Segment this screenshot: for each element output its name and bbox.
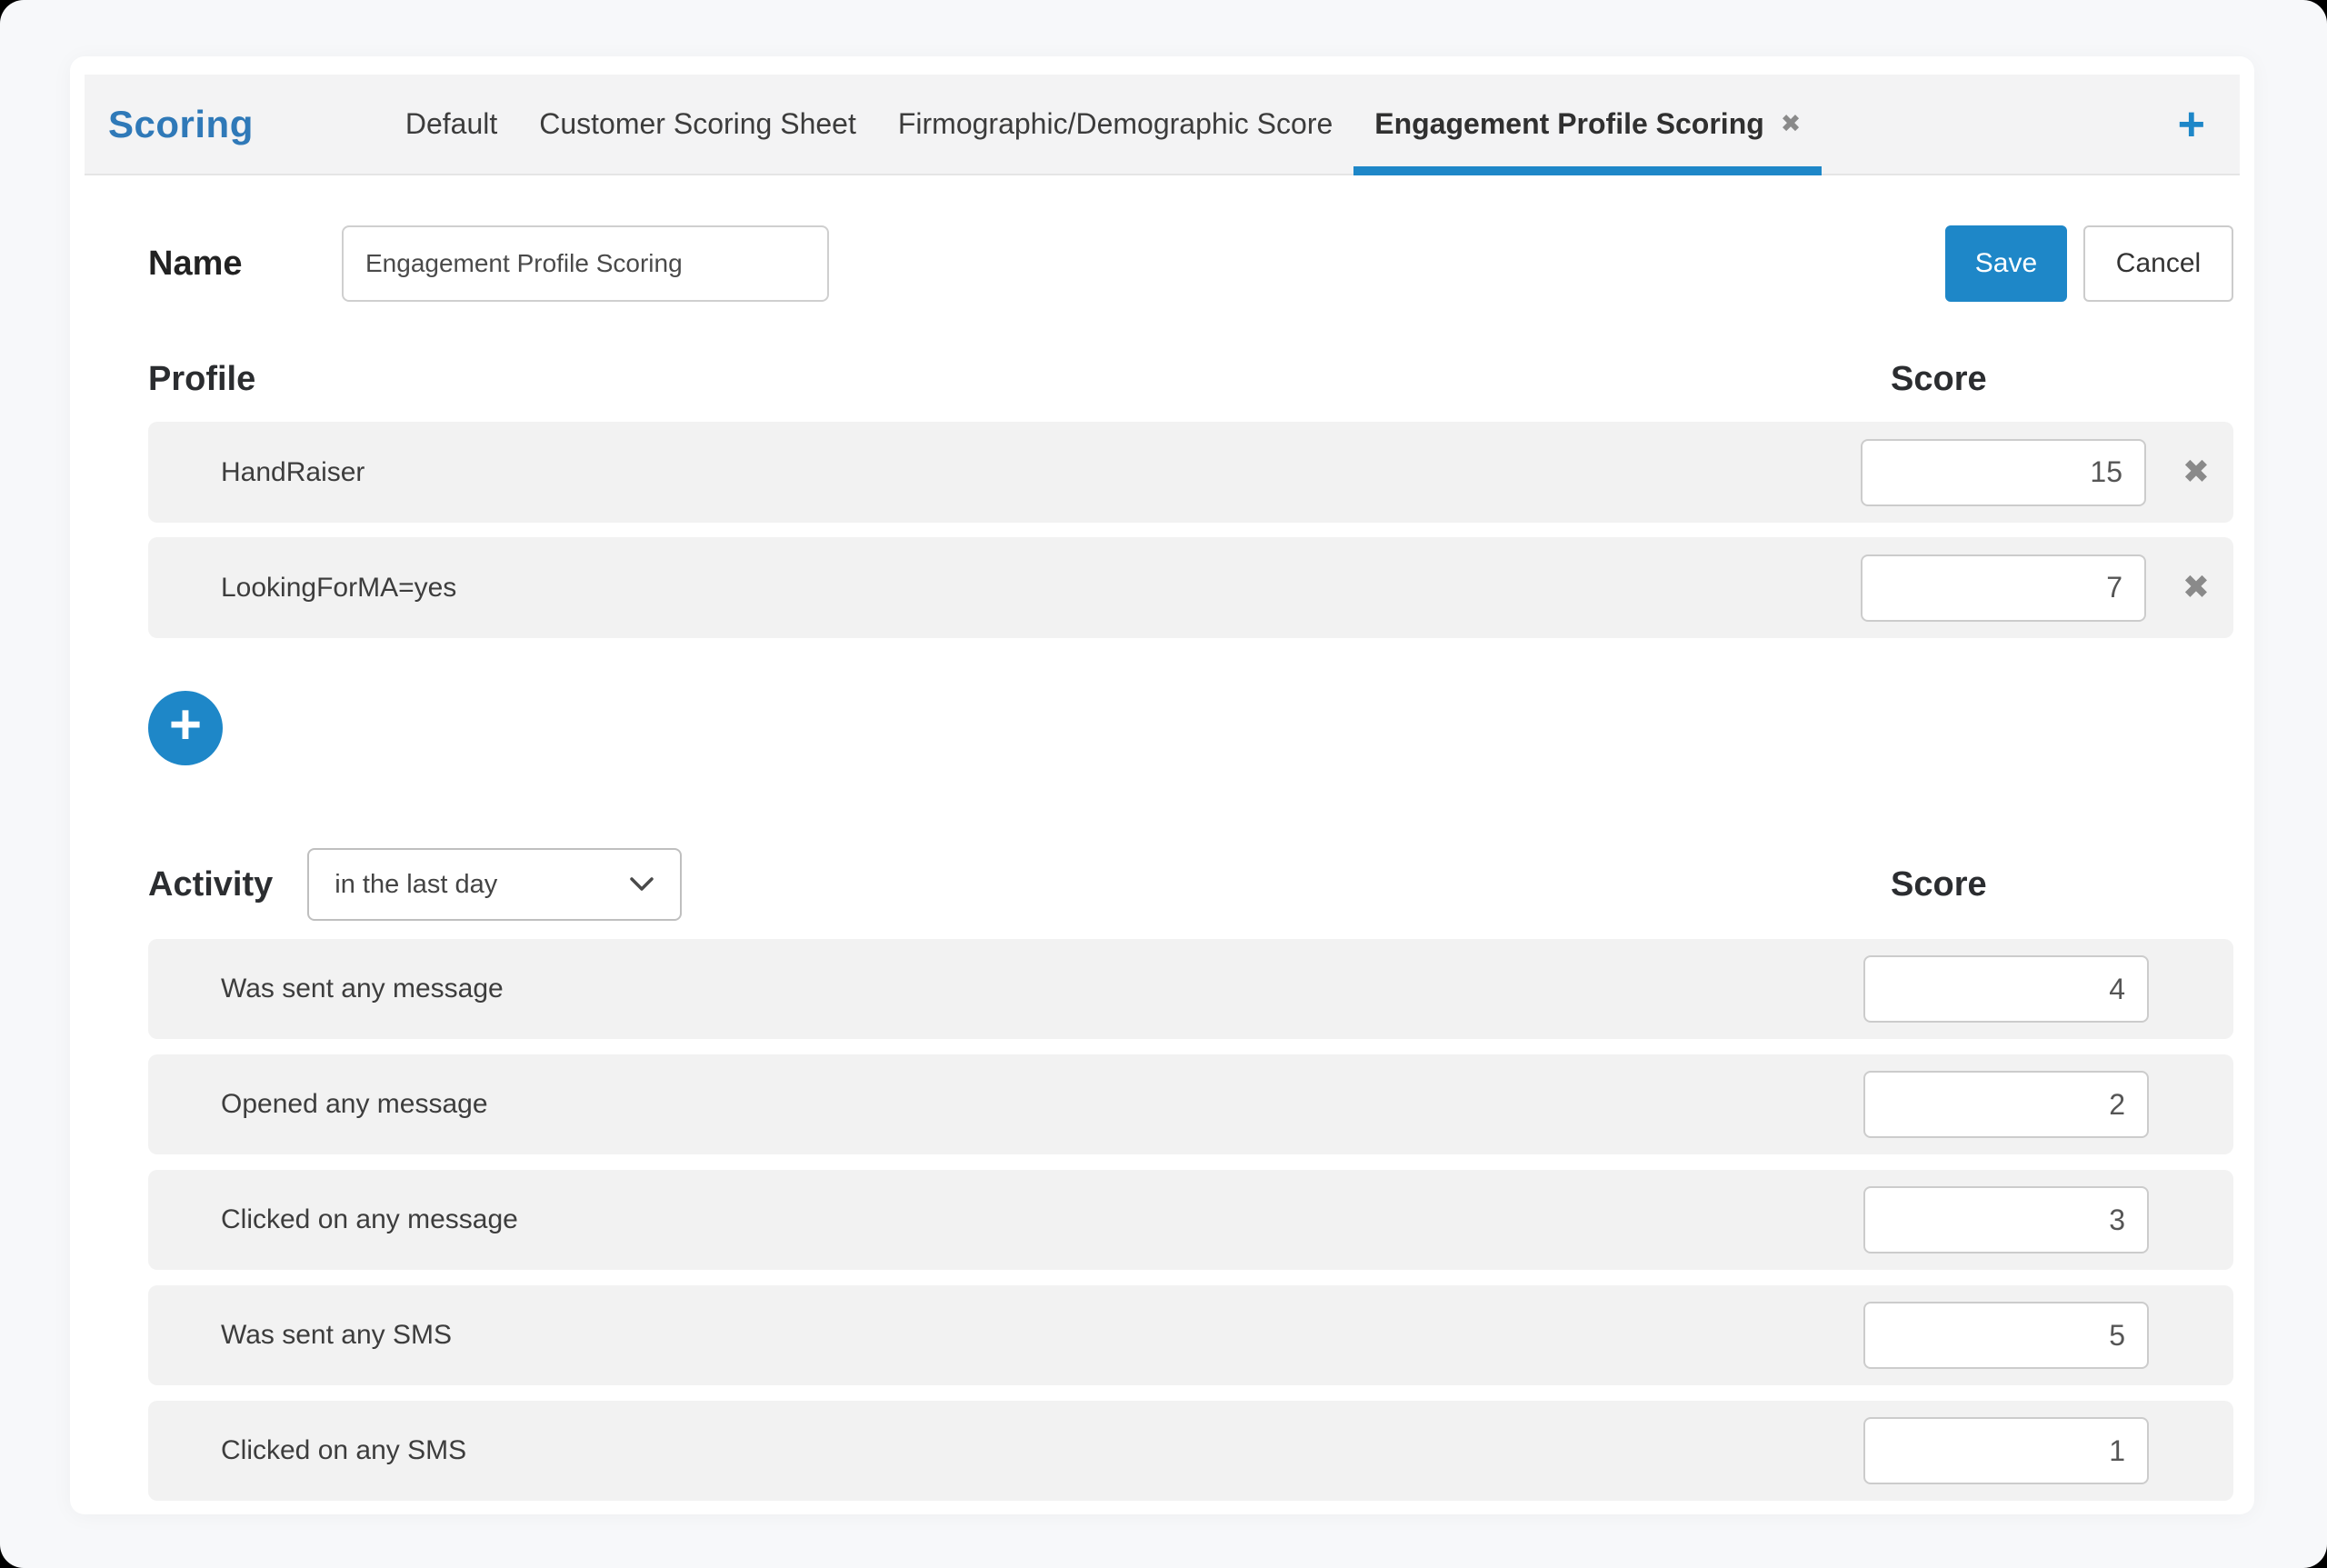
tab-firmographic-demographic-score[interactable] (877, 75, 1353, 174)
activity-heading: Activity (148, 864, 274, 904)
activity-row-label: Clicked on any SMS (221, 1435, 467, 1465)
profile-heading: Profile (148, 359, 256, 398)
form-actions (1945, 225, 2233, 302)
activity-section-header (148, 848, 2233, 921)
activity-score-input[interactable] (1863, 1302, 2149, 1369)
profile-section-header (148, 354, 2233, 404)
activity-row (148, 1401, 2233, 1501)
name-input[interactable] (342, 225, 829, 302)
save-button[interactable]: Save (1945, 225, 2067, 302)
remove-row-icon[interactable]: ✖ (2182, 568, 2210, 606)
name-label: Name (148, 244, 243, 283)
activity-row-label: Opened any message (221, 1089, 488, 1119)
profile-rows (148, 422, 2233, 638)
tab-label: Engagement Profile Scoring (1374, 107, 1764, 140)
activity-score-heading: Score (1891, 864, 1987, 904)
activity-row-label: Clicked on any message (221, 1204, 518, 1234)
chevron-down-icon (629, 876, 654, 893)
profile-score-heading: Score (1891, 359, 1987, 398)
timeframe-value: in the last day (335, 869, 498, 899)
cancel-button[interactable]: Cancel (2083, 225, 2233, 302)
profile-row (148, 422, 2233, 523)
profile-score-input[interactable] (1861, 439, 2146, 506)
tab-default[interactable] (385, 75, 518, 174)
tab-customer-scoring-sheet[interactable] (518, 75, 877, 174)
add-profile-button[interactable]: + (148, 691, 223, 765)
activity-row-label: Was sent any message (221, 974, 504, 1004)
timeframe-select[interactable] (307, 848, 682, 921)
activity-row (148, 1285, 2233, 1385)
activity-score-input[interactable] (1863, 1071, 2149, 1138)
add-profile-row (148, 691, 2233, 765)
add-tab-button[interactable]: + (2177, 97, 2205, 151)
tab-engagement-profile-scoring[interactable] (1353, 75, 1822, 174)
close-tab-icon[interactable]: ✖ (1780, 110, 1802, 138)
profile-row-label: LookingForMA=yes (221, 572, 457, 603)
page-title: Scoring (108, 102, 254, 145)
name-row (148, 225, 2233, 302)
profile-score-input[interactable] (1861, 554, 2146, 622)
activity-row (148, 1054, 2233, 1154)
activity-row (148, 1170, 2233, 1270)
activity-rows (148, 939, 2233, 1501)
tab-label: Customer Scoring Sheet (539, 107, 856, 140)
activity-score-input[interactable] (1863, 955, 2149, 1023)
tab-label: Firmographic/Demographic Score (897, 107, 1333, 140)
activity-row-label: Was sent any SMS (221, 1320, 452, 1350)
tab-bar (85, 75, 2240, 175)
activity-row (148, 939, 2233, 1039)
activity-score-input[interactable] (1863, 1186, 2149, 1253)
remove-row-icon[interactable]: ✖ (2182, 453, 2210, 491)
tab-list (385, 75, 1823, 174)
scoring-card (70, 56, 2254, 1514)
activity-score-input[interactable] (1863, 1417, 2149, 1484)
profile-row-label: HandRaiser (221, 456, 365, 487)
tab-label: Default (404, 107, 498, 140)
profile-row (148, 537, 2233, 638)
content-area (70, 225, 2254, 1501)
